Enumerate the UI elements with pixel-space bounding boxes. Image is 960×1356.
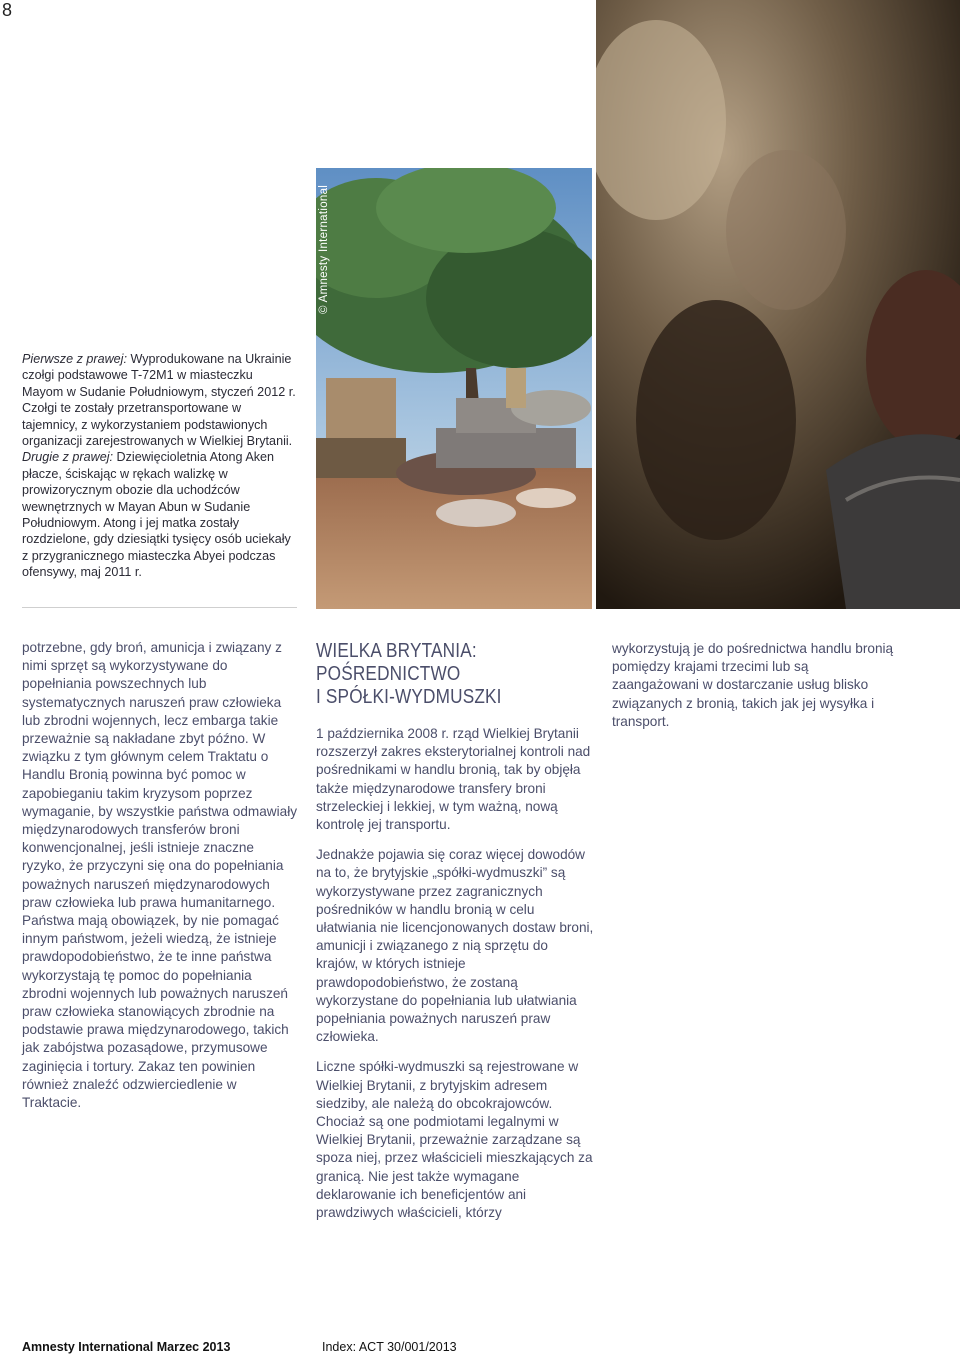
column2-paragraph-3: Liczne spółki-wydmuszki są rejestrowane w Wielkiej Brytanii, z brytyjskim adresem siedziby, ale należą do obcokrajowców. Chociaż są one podmiotami legalnymi w Wielkiej Brytanii, przeważnie zarządzane są spoza niej, przez właścicieli mieszkających za granicą. Nie jest także wymagane deklarowanie ich beneficjentów ani prawdziwych właścicieli, którzy xyxy=(316,1059,593,1221)
body-column-2 xyxy=(316,640,594,1234)
body-column-3 xyxy=(612,640,897,743)
page-number: 8 xyxy=(2,0,13,20)
section-heading xyxy=(316,640,600,709)
photo-tanks-illustration xyxy=(316,168,592,609)
heading-line-2: POŚREDNICTWO xyxy=(316,663,461,685)
photo-girl-atong xyxy=(596,0,960,609)
heading-line-3: I SPÓŁKI-WYDMUSZKI xyxy=(316,686,502,708)
caption-lead-2: Drugie z prawej: xyxy=(22,450,113,465)
photo-girl-illustration xyxy=(596,0,960,609)
caption-text-2: Dziewięcioletnia Atong Aken płacze, ściskając w rękach walizkę w prowizorycznym obozie dla uchodźców wewnętrznych w Mayan Abun w Sudanie Południowym. Atong i jej matka zostały rozdzielone, gdy dziesiątki tysięcy osób uciekały z przygranicznego miasteczka Abyei podczas ofensywy, maj 2011 r. xyxy=(22,450,291,580)
column2-paragraph-2: Jednakże pojawia się coraz więcej dowodów na to, że brytyjskie „spółki-wydmuszki” są wykorzystywane przez zagranicznych pośredników w handlu bronią w celu ułatwiania nie licencjonowanych dostaw broni, amunicji i związanego z nią sprzętu do krajów, w których istnieje prawdopodobieństwo, że zostaną wykorzystane do popełniania lub ułatwiania popełniania poważnych naruszeń praw człowieka. xyxy=(316,847,594,1045)
heading-line-1: WIELKA BRYTANIA: xyxy=(316,640,477,662)
caption-text-1: Wyprodukowane na Ukrainie czołgi podstawowe T-72M1 w miasteczku Mayom w Sudanie Południowym, styczeń 2012 r. Czołgi te zostały przetransportowane w tajemnicy, z wykorzystaniem podstawionych organizacji zarejestrowanych w Wielkiej Brytanii. xyxy=(22,352,296,449)
footer-index: Index: ACT 30/001/2013 xyxy=(322,1340,457,1354)
column1-paragraph: potrzebne, gdy broń, amunicja i związany z nimi sprzęt są wykorzystywane do popełniania powszechnych lub systematycznych naruszeń praw człowieka lub zbrodni wojennych, lecz embarga takie przeważnie są nakładane zbyt późno. W związku z tym głównym celem Traktatu o Handlu Bronią powinna być pomoc w zapobieganiu takim kryzysom poprzez wymaganie, by wszystkie państwa odmawiały międzynarodowych transferów broni konwencjonalnej, jeśli istnieje znaczne ryzyko, że przyczyni się ona do popełniania poważnych naruszeń międzynarodowych praw człowieka lub prawa humanitarnego. Państwa mają obowiązek, by nie pomagać innym państwom, jeżeli wiedzą, że istnieje prawdopodobieństwo, że te inne państwa wykorzystają tę pomoc do popełniania zbrodni wojennych lub poważnych naruszeń praw człowieka stanowiących zbrodnie na podstawie prawa międzynarodowego, takich jak zabójstwa pozasądowe, przymusowe zaginięcia i tortury. Zakaz ten powinien również znaleźć odzwierciedlenie w Traktacie. xyxy=(22,640,298,1111)
photo-caption xyxy=(22,351,297,581)
photo-tanks-in-mayom xyxy=(316,168,592,609)
caption-lead-1: Pierwsze z prawej: xyxy=(22,352,127,366)
footer-publication: Amnesty International Marzec 2013 xyxy=(22,1340,231,1354)
column2-paragraph-1: 1 października 2008 r. rząd Wielkiej Brytanii rozszerzył zakres eksterytorialnej kontroli nad pośrednikami w handlu bronią, tak by objęła także międzynarodowe transfery broni strzeleckiej i lekkiej, w tym ważną, nową kontrolę jej transportu. xyxy=(316,726,591,833)
photo-credit: © Amnesty International xyxy=(318,184,330,314)
caption-divider xyxy=(22,607,297,608)
body-column-1 xyxy=(22,639,297,1124)
column3-paragraph-1: wykorzystują je do pośrednictwa handlu bronią pomiędzy krajami trzecimi lub są zaangażowani w dostarczanie usług blisko związanych z bronią, takich jak jej wysyłka i transport. xyxy=(612,641,894,729)
